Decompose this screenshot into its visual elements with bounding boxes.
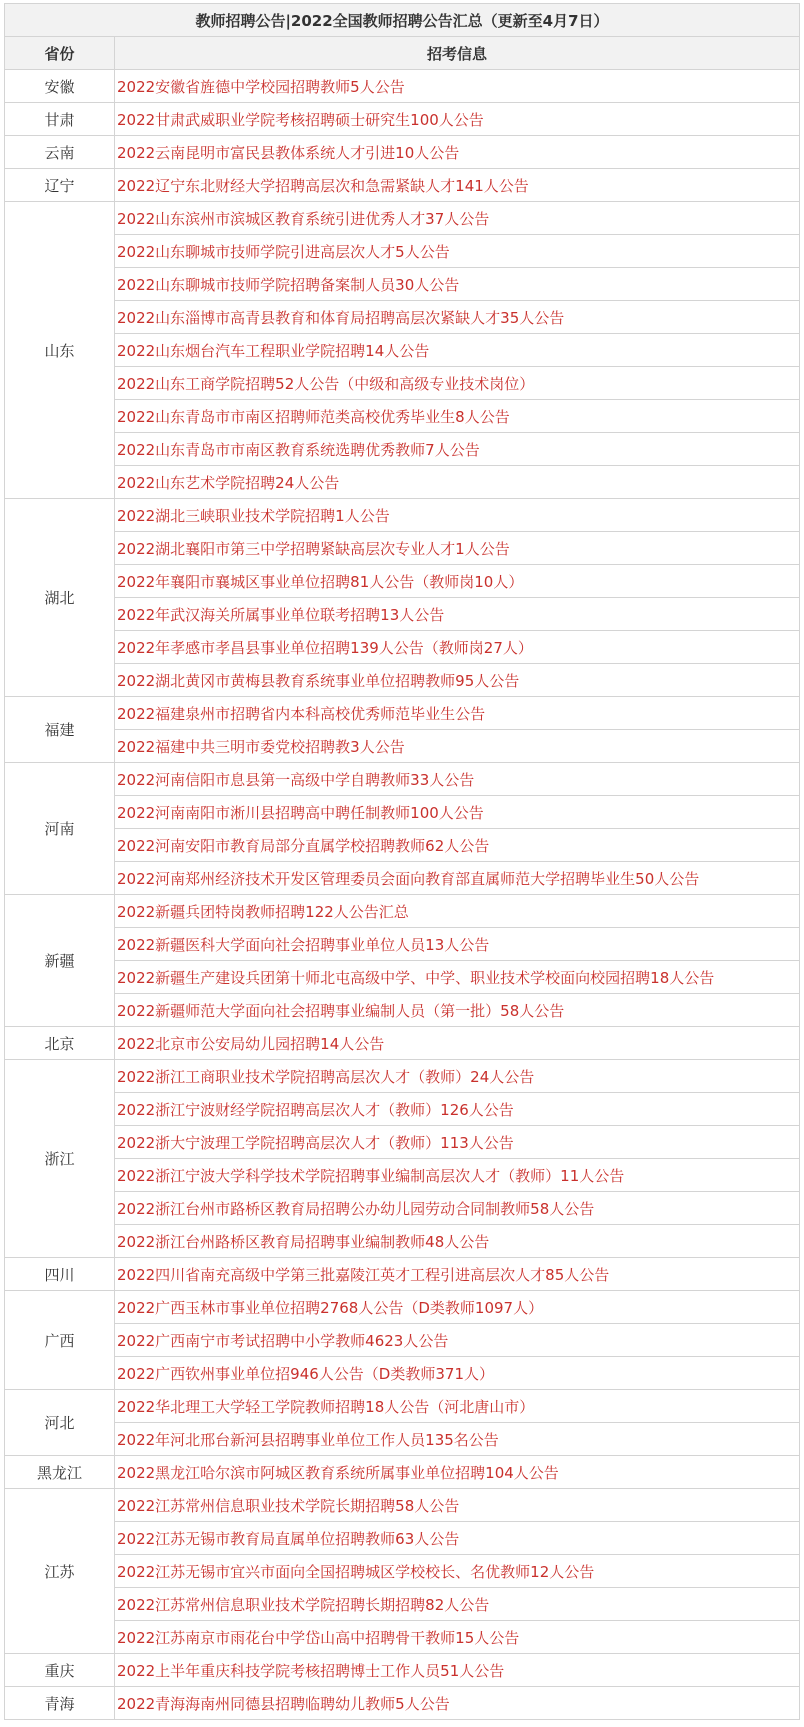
announcement-link[interactable]: 2022辽宁东北财经大学招聘高层次和急需紧缺人才141人公告: [117, 176, 529, 195]
province-cell: 黑龙江: [5, 1456, 115, 1489]
info-cell: [115, 994, 800, 1027]
table-row: [5, 1159, 800, 1192]
announcement-link[interactable]: 2022浙江台州路桥区教育局招聘事业编制教师48人公告: [117, 1232, 490, 1251]
table-row: [5, 1555, 800, 1588]
info-cell: [115, 169, 800, 202]
info-cell: [115, 1687, 800, 1720]
province-cell: 河南: [5, 763, 115, 895]
table-row: [5, 1027, 800, 1060]
announcement-link[interactable]: 2022广西玉林市事业单位招聘2768人公告（D类教师1097人）: [117, 1298, 544, 1317]
table-row: [5, 1588, 800, 1621]
province-cell: 重庆: [5, 1654, 115, 1687]
table-row: [5, 1456, 800, 1489]
announcement-link[interactable]: 2022山东淄博市高青县教育和体育局招聘高层次紧缺人才35人公告: [117, 308, 565, 327]
info-cell: [115, 1390, 800, 1423]
table-row: [5, 763, 800, 796]
table-header-row: [5, 37, 800, 70]
announcement-link[interactable]: 2022新疆兵团特岗教师招聘122人公告汇总: [117, 902, 409, 921]
info-cell: [115, 1588, 800, 1621]
province-cell: 辽宁: [5, 169, 115, 202]
info-cell: [115, 532, 800, 565]
table-row: [5, 664, 800, 697]
announcement-link[interactable]: 2022广西钦州事业单位招946人公告（D类教师371人）: [117, 1364, 494, 1383]
info-cell: [115, 136, 800, 169]
table-row: [5, 1291, 800, 1324]
info-cell: [115, 1423, 800, 1456]
announcement-link[interactable]: 2022江苏常州信息职业技术学院长期招聘58人公告: [117, 1496, 460, 1515]
info-cell: [115, 334, 800, 367]
info-cell: [115, 1324, 800, 1357]
table-body: [5, 70, 800, 1720]
info-cell: [115, 862, 800, 895]
announcement-link[interactable]: 2022江苏无锡市教育局直属单位招聘教师63人公告: [117, 1529, 460, 1548]
table-row: [5, 1126, 800, 1159]
table-row: [5, 697, 800, 730]
info-cell: [115, 1093, 800, 1126]
info-cell: [115, 1555, 800, 1588]
table-row: [5, 1258, 800, 1291]
announcement-link[interactable]: 2022湖北三峡职业技术学院招聘1人公告: [117, 506, 390, 525]
info-cell: [115, 1522, 800, 1555]
table-row: [5, 961, 800, 994]
province-cell: 北京: [5, 1027, 115, 1060]
announcement-link[interactable]: 2022安徽省旌德中学校园招聘教师5人公告: [117, 77, 405, 96]
table-row: [5, 1324, 800, 1357]
table-row: [5, 1060, 800, 1093]
info-cell: [115, 433, 800, 466]
announcement-link[interactable]: 2022浙江宁波大学科学技术学院招聘事业编制高层次人才（教师）11人公告: [117, 1166, 625, 1185]
announcement-link[interactable]: 2022云南昆明市富民县教体系统人才引进10人公告: [117, 143, 460, 162]
province-cell: 浙江: [5, 1060, 115, 1258]
info-cell: [115, 466, 800, 499]
info-cell: [115, 1489, 800, 1522]
info-cell: [115, 1159, 800, 1192]
announcement-link[interactable]: 2022浙江台州市路桥区教育局招聘公办幼儿园劳动合同制教师58人公告: [117, 1199, 595, 1218]
table-row: [5, 202, 800, 235]
announcement-link[interactable]: 2022甘肃武威职业学院考核招聘硕士研究生100人公告: [117, 110, 484, 129]
info-cell: [115, 961, 800, 994]
announcement-link[interactable]: 2022浙江宁波财经学院招聘高层次人才（教师）126人公告: [117, 1100, 514, 1119]
table-row: [5, 466, 800, 499]
info-cell: [115, 268, 800, 301]
table-row: [5, 928, 800, 961]
announcement-link[interactable]: 2022黑龙江哈尔滨市阿城区教育系统所属事业单位招聘104人公告: [117, 1463, 559, 1482]
announcement-link[interactable]: 2022华北理工大学轻工学院教师招聘18人公告（河北唐山市）: [117, 1397, 535, 1416]
info-cell: [115, 664, 800, 697]
province-cell: 河北: [5, 1390, 115, 1456]
announcement-link[interactable]: 2022新疆师范大学面向社会招聘事业编制人员（第一批）58人公告: [117, 1001, 565, 1020]
info-cell: [115, 1225, 800, 1258]
info-cell: [115, 1027, 800, 1060]
announcement-link[interactable]: 2022山东聊城市技师学院招聘备案制人员30人公告: [117, 275, 460, 294]
table-row: [5, 532, 800, 565]
announcement-link[interactable]: 2022河南安阳市教育局部分直属学校招聘教师62人公告: [117, 836, 490, 855]
announcement-link[interactable]: 2022浙江工商职业技术学院招聘高层次人才（教师）24人公告: [117, 1067, 535, 1086]
announcement-link[interactable]: 2022北京市公安局幼儿园招聘14人公告: [117, 1034, 385, 1053]
announcement-link[interactable]: 2022四川省南充高级中学第三批嘉陵江英才工程引进高层次人才85人公告: [117, 1265, 610, 1284]
info-cell: [115, 301, 800, 334]
announcement-link[interactable]: 2022山东艺术学院招聘24人公告: [117, 473, 340, 492]
announcement-link[interactable]: 2022河南信阳市息县第一高级中学自聘教师33人公告: [117, 770, 475, 789]
table-row: [5, 334, 800, 367]
table-row: [5, 1489, 800, 1522]
announcement-link[interactable]: 2022江苏南京市雨花台中学岱山高中招聘骨干教师15人公告: [117, 1628, 520, 1647]
table-row: [5, 994, 800, 1027]
announcement-link[interactable]: 2022江苏常州信息职业技术学院招聘长期招聘82人公告: [117, 1595, 490, 1614]
table-row: [5, 136, 800, 169]
info-cell: [115, 1258, 800, 1291]
info-cell: [115, 1291, 800, 1324]
info-cell: [115, 763, 800, 796]
table-row: [5, 367, 800, 400]
province-cell: 四川: [5, 1258, 115, 1291]
table-row: [5, 301, 800, 334]
announcement-link[interactable]: 2022广西南宁市考试招聘中小学教师4623人公告: [117, 1331, 449, 1350]
province-cell: 广西: [5, 1291, 115, 1390]
info-cell: [115, 895, 800, 928]
announcement-link[interactable]: 2022新疆医科大学面向社会招聘事业单位人员13人公告: [117, 935, 490, 954]
info-cell: [115, 70, 800, 103]
announcement-table: [4, 3, 800, 1720]
info-cell: [115, 928, 800, 961]
info-cell: [115, 598, 800, 631]
table-row: [5, 1423, 800, 1456]
announcement-link[interactable]: 2022福建中共三明市委党校招聘教3人公告: [117, 737, 405, 756]
announcement-link[interactable]: 2022年武汉海关所属事业单位联考招聘13人公告: [117, 605, 445, 624]
province-cell: 云南: [5, 136, 115, 169]
province-cell: 江苏: [5, 1489, 115, 1654]
info-cell: [115, 697, 800, 730]
announcement-link[interactable]: 2022年孝感市孝昌县事业单位招聘139人公告（教师岗27人）: [117, 638, 533, 657]
announcement-link[interactable]: 2022江苏无锡市宜兴市面向全国招聘城区学校校长、名优教师12人公告: [117, 1562, 595, 1581]
announcement-link[interactable]: 2022山东工商学院招聘52人公告（中级和高级专业技术岗位）: [117, 374, 535, 393]
table-row: [5, 862, 800, 895]
table-row: [5, 1357, 800, 1390]
table-title-row: [5, 4, 800, 37]
info-cell: [115, 631, 800, 664]
announcement-link[interactable]: 2022年河北邢台新河县招聘事业单位工作人员135名公告: [117, 1430, 499, 1449]
announcement-link[interactable]: 2022河南郑州经济技术开发区管理委员会面向教育部直属师范大学招聘毕业生50人公告: [117, 869, 700, 888]
table-row: [5, 1687, 800, 1720]
info-cell: [115, 1126, 800, 1159]
table-row: [5, 499, 800, 532]
announcement-link[interactable]: 2022青海海南州同德县招聘临聘幼儿教师5人公告: [117, 1694, 450, 1713]
announcement-link[interactable]: 2022浙大宁波理工学院招聘高层次人才（教师）113人公告: [117, 1133, 514, 1152]
announcement-link[interactable]: 2022河南南阳市淅川县招聘高中聘任制教师100人公告: [117, 803, 484, 822]
table-row: [5, 796, 800, 829]
table-row: [5, 1225, 800, 1258]
announcement-link[interactable]: 2022福建泉州市招聘省内本科高校优秀师范毕业生公告: [117, 704, 486, 723]
table-title: 教师招聘公告|2022全国教师招聘公告汇总（更新至4月7日）: [5, 4, 800, 37]
info-cell: [115, 1357, 800, 1390]
province-cell: 甘肃: [5, 103, 115, 136]
announcement-link[interactable]: 2022湖北襄阳市第三中学招聘紧缺高层次专业人才1人公告: [117, 539, 510, 558]
table-row: [5, 598, 800, 631]
table-row: [5, 400, 800, 433]
province-cell: 福建: [5, 697, 115, 763]
announcement-link[interactable]: 2022年襄阳市襄城区事业单位招聘81人公告（教师岗10人）: [117, 572, 524, 591]
table-row: [5, 1654, 800, 1687]
info-cell: [115, 796, 800, 829]
announcement-table-wrapper: [4, 3, 799, 1720]
column-header-province: 省份: [5, 37, 115, 70]
announcement-link[interactable]: 2022山东青岛市市南区招聘师范类高校优秀毕业生8人公告: [117, 407, 510, 426]
province-cell: 新疆: [5, 895, 115, 1027]
announcement-link[interactable]: 2022山东滨州市滨城区教育系统引进优秀人才37人公告: [117, 209, 490, 228]
announcement-link[interactable]: 2022上半年重庆科技学院考核招聘博士工作人员51人公告: [117, 1661, 505, 1680]
table-row: [5, 730, 800, 763]
table-row: [5, 1390, 800, 1423]
info-cell: [115, 1192, 800, 1225]
info-cell: [115, 1621, 800, 1654]
announcement-link[interactable]: 2022山东青岛市市南区教育系统选聘优秀教师7人公告: [117, 440, 480, 459]
table-row: [5, 565, 800, 598]
info-cell: [115, 565, 800, 598]
info-cell: [115, 1060, 800, 1093]
announcement-link[interactable]: 2022湖北黄冈市黄梅县教育系统事业单位招聘教师95人公告: [117, 671, 520, 690]
table-row: [5, 268, 800, 301]
info-cell: [115, 235, 800, 268]
table-row: [5, 433, 800, 466]
info-cell: [115, 1456, 800, 1489]
table-row: [5, 631, 800, 664]
column-header-info: 招考信息: [115, 37, 800, 70]
info-cell: [115, 367, 800, 400]
province-cell: 湖北: [5, 499, 115, 697]
info-cell: [115, 730, 800, 763]
table-row: [5, 829, 800, 862]
table-row: [5, 235, 800, 268]
announcement-link[interactable]: 2022山东烟台汽车工程职业学院招聘14人公告: [117, 341, 430, 360]
info-cell: [115, 829, 800, 862]
table-row: [5, 1621, 800, 1654]
table-row: [5, 70, 800, 103]
province-cell: 山东: [5, 202, 115, 499]
table-row: [5, 169, 800, 202]
info-cell: [115, 103, 800, 136]
info-cell: [115, 1654, 800, 1687]
info-cell: [115, 400, 800, 433]
info-cell: [115, 202, 800, 235]
table-row: [5, 1522, 800, 1555]
table-row: [5, 1192, 800, 1225]
info-cell: [115, 499, 800, 532]
table-row: [5, 895, 800, 928]
announcement-link[interactable]: 2022新疆生产建设兵团第十师北屯高级中学、中学、职业技术学校面向校园招聘18人公告: [117, 968, 715, 987]
announcement-link[interactable]: 2022山东聊城市技师学院引进高层次人才5人公告: [117, 242, 450, 261]
province-cell: 青海: [5, 1687, 115, 1720]
table-row: [5, 1093, 800, 1126]
table-row: [5, 103, 800, 136]
province-cell: 安徽: [5, 70, 115, 103]
